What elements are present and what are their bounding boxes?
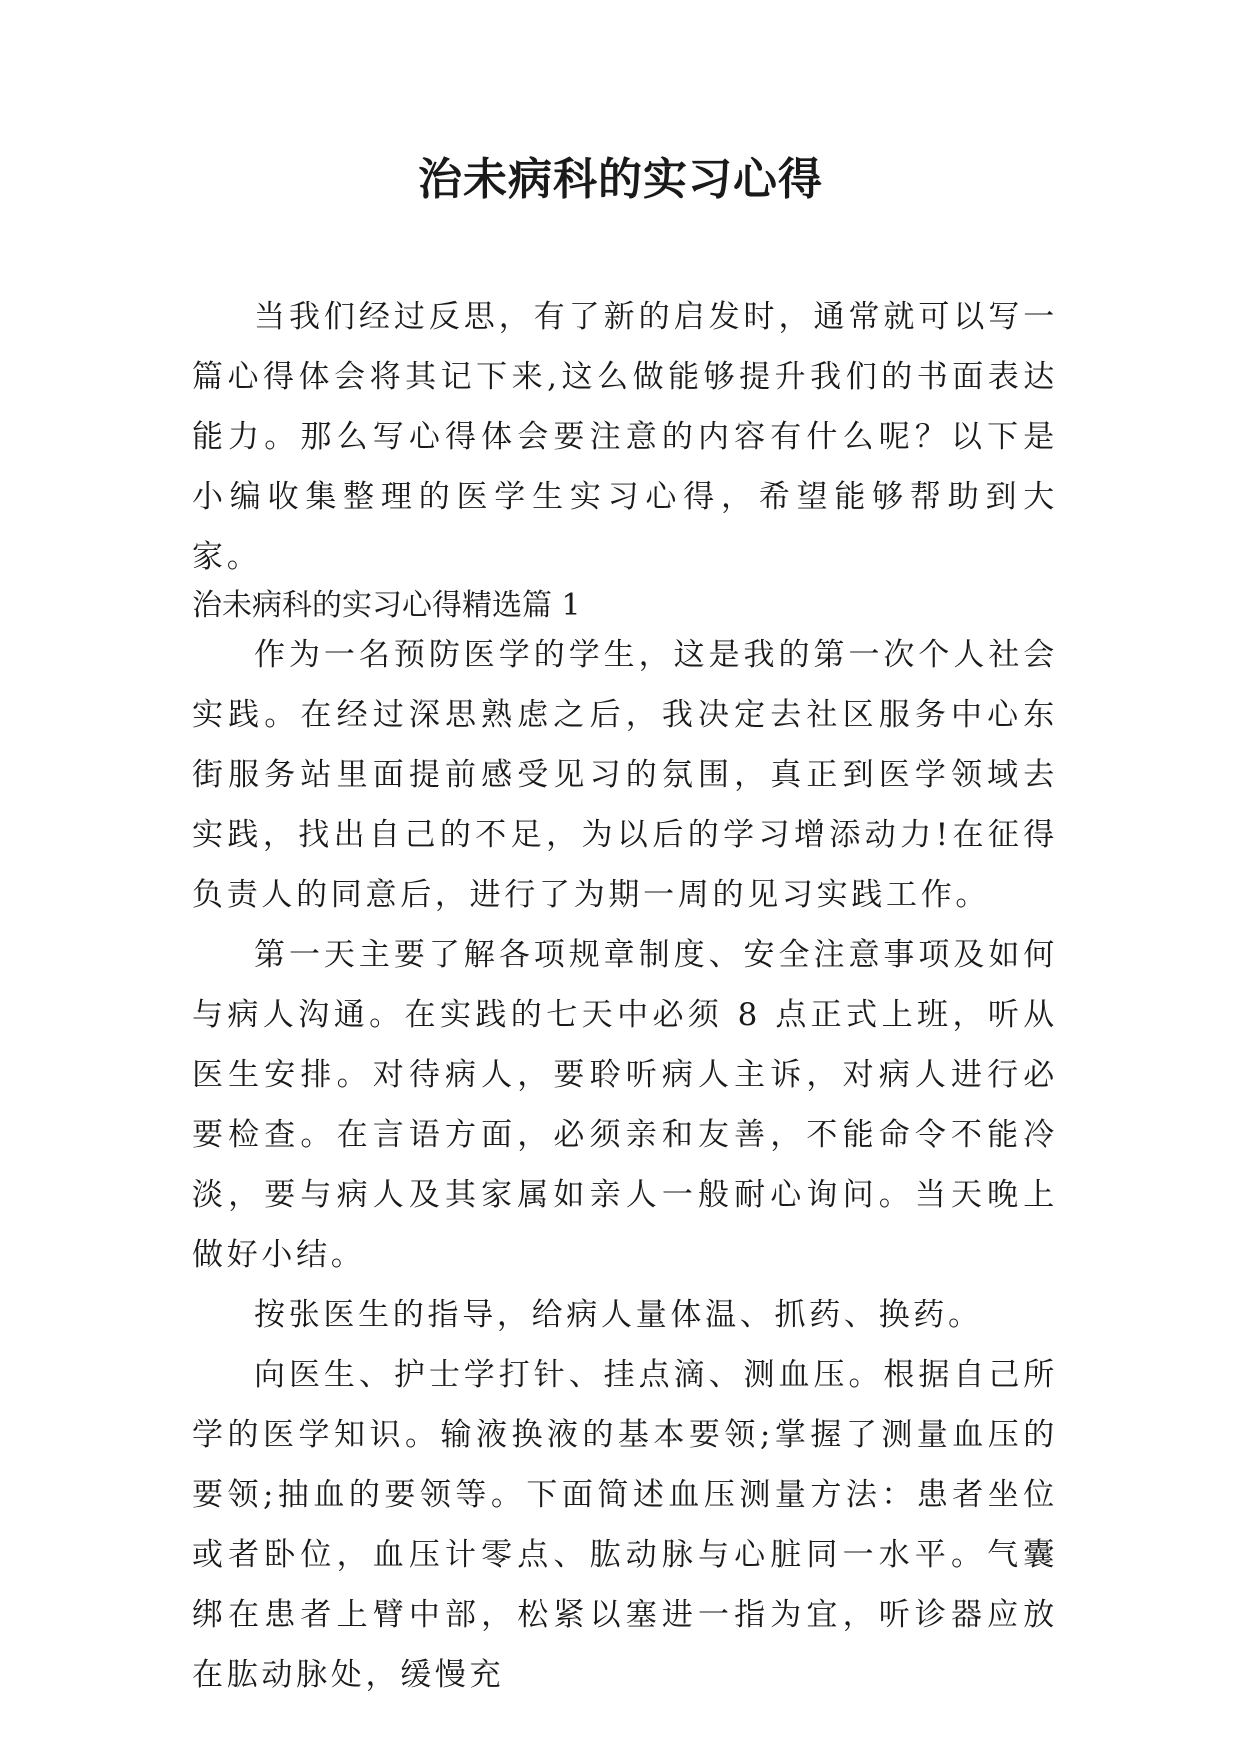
body-paragraph-2: 第一天主要了解各项规章制度、安全注意事项及如何与病人沟通。在实践的七天中必须 8 点正式上班，听从医生安排。对待病人，要聆听病人主诉，对病人进行必要检查。在言语方面，必须亲和友善，不能命令不能冷淡，要与病人及其家属如亲人一般耐心询问。当天晚上做好小结。 [192, 937, 1058, 1273]
document-title: 治未病科的实习心得 [418, 154, 823, 205]
intro-block [192, 287, 1058, 587]
body-paragraph-4: 向医生、护士学打针、挂点滴、测血压。根据自己所学的医学知识。输液换液的基本要领;掌握了测量血压的要领;抽血的要领等。下面简述血压测量方法：患者坐位或者卧位，血压计零点、肱动脉与心脏同一水平。气囊绑在患者上臂中部，松紧以塞进一指为宜，听诊器应放在肱动脉处，缓慢充 [192, 1357, 1058, 1693]
intro-paragraph: 当我们经过反思，有了新的启发时，通常就可以写一篇心得体会将其记下来,这么做能够提升我们的书面表达能力。那么写心得体会要注意的内容有什么呢？以下是小编收集整理的医学生实习心得，希望能够帮助到大家。 [192, 299, 1058, 575]
body-paragraph-1: 作为一名预防医学的学生，这是我的第一次个人社会实践。在经过深思熟虑之后，我决定去社区服务中心东街服务站里面提前感受见习的氛围，真正到医学领域去实践，找出自己的不足，为以后的学习增添动力!在征得负责人的同意后，进行了为期一周的见习实践工作。 [192, 637, 1058, 913]
section-heading: 治未病科的实习心得精选篇 1 [192, 588, 581, 623]
body-paragraph-3: 按张医生的指导，给病人量体温、抓药、换药。 [254, 1297, 983, 1333]
content-block [192, 625, 1058, 1705]
